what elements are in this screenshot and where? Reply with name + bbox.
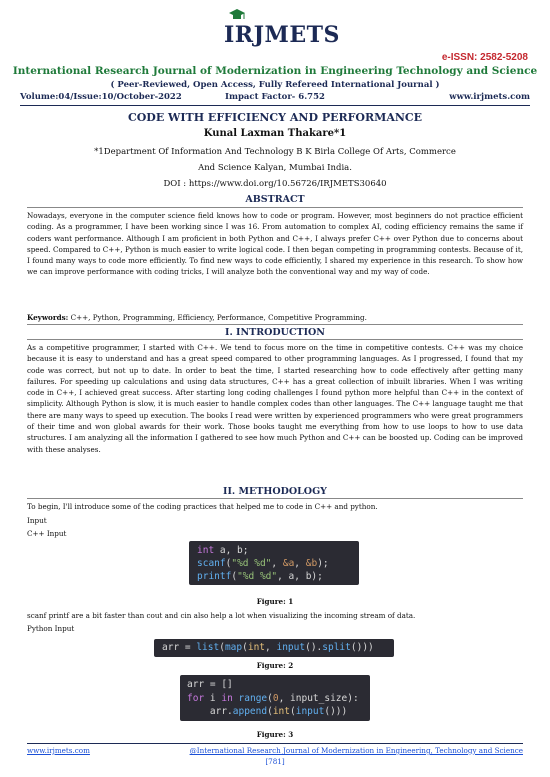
code-line: int a, b;	[197, 545, 249, 556]
introduction-text: As a competitive programmer, I started with C++. We tend to focus more on the time in competitive contests. C++ was my choice because it is easy to understand and has a great speed compared to other programming languages. As I progressed, I found that my code was correct, but not up to date. In order to beat the time, I started researching how to code effectively after getting many failures. For speeding up calculations and using data structures, C++ has a great collection of inbuilt libraries. When I was writing code in C++, I achieved great success. After starting long coding challenges I found python more helpful than C++ in the context of simplicity. Although Python is slow, it is much easier to handle complex codes than other languages. The C++ language taught me that there are many ways to speed up execution. The books I read were written by experienced programmers who were great programmers of their time and won global awards for their work. Those books taught me everything from how to use loops to how to use data structures. I am analyzing all the information I gathered to see how much Python and C++ can be boosted up. Coding can be improved with these analyses.	[27, 343, 523, 454]
input-label: Input	[27, 516, 47, 525]
code-snippet-python-loop-input	[180, 675, 370, 721]
footer-copyright: @International Research Journal of Modernization in Engineering, Technology and Science	[189, 746, 523, 755]
volume-info: Volume:04/Issue:10/October-2022	[20, 92, 182, 102]
header-website-link[interactable]: www.irjmets.com	[449, 92, 530, 102]
affiliation-line-2: And Science Kalyan, Mumbai India.	[198, 163, 352, 173]
code-line: scanf("%d %d", &a, &b);	[197, 558, 329, 569]
figure-2-caption: Figure: 2	[256, 661, 294, 670]
methodology-intro: To begin, I'll introduce some of the coding practices that helped me to code in C++ and python.	[27, 502, 378, 511]
code-line: printf("%d %d", a, b);	[197, 571, 323, 582]
page-number: [781]	[265, 757, 285, 766]
review-line: ( Peer-Reviewed, Open Access, Fully Refereed International Journal )	[110, 80, 440, 90]
abstract-heading: ABSTRACT	[245, 194, 305, 205]
code-line: for i in range(0, input_size):	[187, 692, 359, 704]
python-input-label: Python Input	[27, 624, 75, 633]
journal-name: International Research Journal of Modernization in Engineering Technology and Science	[12, 65, 538, 77]
code-snippet-cpp-input	[189, 541, 359, 585]
header-divider	[20, 105, 530, 106]
doi-link[interactable]: DOI : https://www.doi.org/10.56726/IRJMETS30640	[163, 179, 387, 189]
introduction-heading: I. INTRODUCTION	[225, 327, 325, 338]
code-snippet-python-map-input: arr = list(map(int, input().split()))	[154, 639, 394, 657]
figure-1-caption: Figure: 1	[256, 597, 294, 606]
footer-website-link[interactable]: www.irjmets.com	[27, 746, 90, 755]
keywords-label: Keywords:	[27, 313, 69, 322]
code-line: arr = []	[187, 679, 233, 690]
figure-3-caption: Figure: 3	[256, 730, 294, 739]
intro-divider	[27, 339, 523, 340]
author-name: Kunal Laxman Thakare*1	[203, 128, 347, 139]
code-line: arr.append(int(input()))	[187, 706, 348, 717]
abstract-divider	[27, 207, 523, 208]
affiliation-line-1: *1Department Of Information And Technology B K Birla College Of Arts, Commerce	[94, 147, 456, 157]
figure-1-note: scanf printf are a bit faster than cout and cin also help a lot when visualizing the incoming stream of data.	[27, 611, 416, 620]
abstract-text: Nowadays, everyone in the computer science field knows how to code or program. However, most beginners do not practice efficient coding. As a programmer, I have been working since I was 16. From automation to complex AI, coding efficiency remains the same if coders want performance. Although I am proficient in both Python and C++, I always prefer C++ over Python due to concerns about speed. Compared to C++, Python is much easier to write logical code. I then began competing in programming contests. Because of it, I found many ways to code more efficiently. To find new ways to code efficiently, I shared my experience in this research. To show how we can improve performance with coding tricks, I will analyze both the conventional way and my way of code.	[27, 211, 523, 277]
methodology-heading: II. METHODOLOGY	[223, 486, 327, 497]
cpp-input-label: C++ Input	[27, 529, 67, 538]
methodology-divider	[27, 498, 523, 499]
affiliation	[0, 144, 550, 176]
keywords-divider	[27, 324, 523, 325]
volume-row	[20, 92, 530, 105]
issn: e-ISSN: 2582-5208	[441, 52, 528, 63]
paper-title: CODE WITH EFFICIENCY AND PERFORMANCE	[127, 111, 423, 124]
impact-factor: Impact Factor- 6.752	[225, 92, 325, 102]
journal-logo	[224, 8, 340, 48]
keywords	[27, 313, 367, 322]
logo-text: IRJMETS	[224, 22, 340, 48]
keywords-text: C++, Python, Programming, Efficiency, Performance, Competitive Programming.	[70, 313, 367, 322]
footer-divider	[27, 743, 523, 744]
